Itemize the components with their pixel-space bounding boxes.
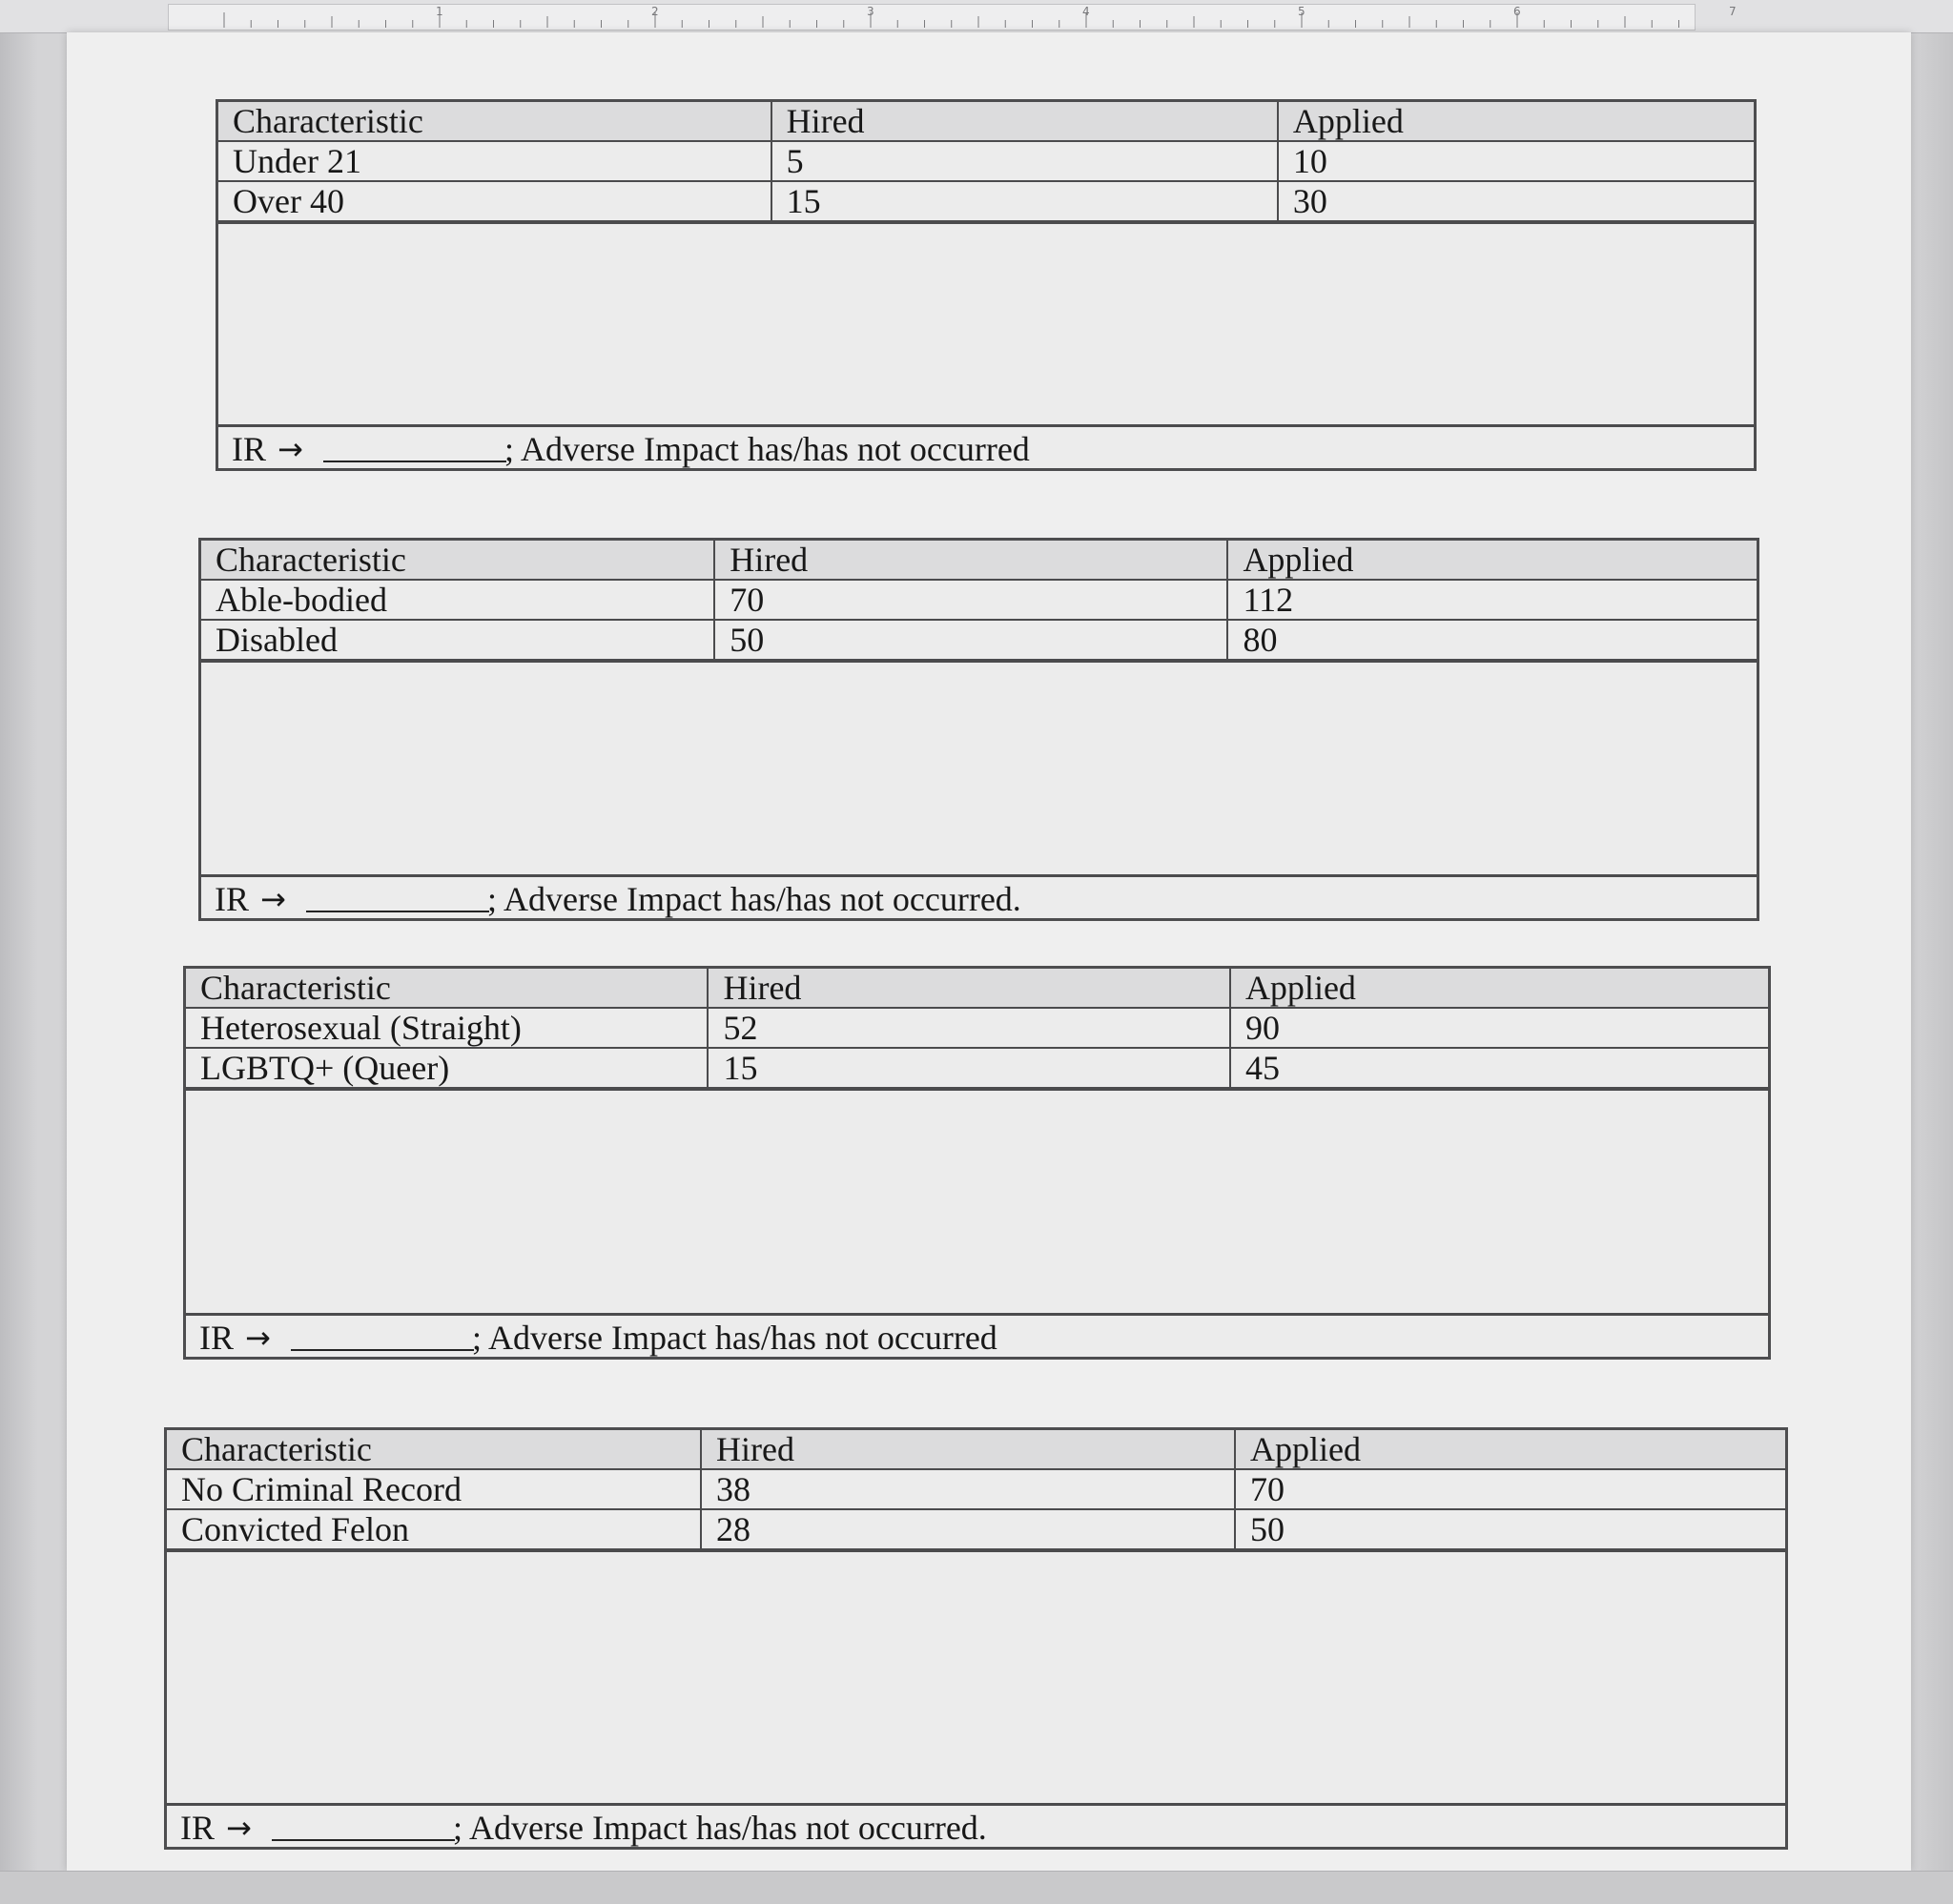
cell-hired: 70 bbox=[714, 580, 1227, 620]
adverse-impact-table-orientation bbox=[183, 966, 1771, 1360]
right-arrow-icon: → bbox=[245, 1320, 271, 1356]
table-header-row bbox=[186, 969, 1768, 1008]
ruler-number: 7 bbox=[1729, 5, 1737, 18]
right-arrow-icon: → bbox=[278, 431, 303, 467]
horizontal-ruler[interactable] bbox=[0, 0, 1953, 33]
ir-row bbox=[201, 874, 1757, 918]
cell-applied: 45 bbox=[1230, 1048, 1768, 1088]
header-applied: Applied bbox=[1230, 969, 1768, 1008]
right-arrow-icon: → bbox=[260, 881, 286, 917]
cell-applied: 112 bbox=[1227, 580, 1757, 620]
ir-row bbox=[186, 1313, 1768, 1357]
table-header-row bbox=[201, 541, 1757, 580]
header-hired: Hired bbox=[714, 541, 1227, 580]
table-header-row bbox=[167, 1430, 1785, 1469]
ruler-number: 3 bbox=[867, 5, 874, 18]
ir-text: ; Adverse Impact has/has not occurred. bbox=[487, 880, 1021, 918]
cell-characteristic: Able-bodied bbox=[201, 580, 714, 620]
table-row bbox=[186, 1048, 1768, 1088]
table-row bbox=[218, 181, 1754, 221]
ir-answer-blank[interactable] bbox=[323, 461, 506, 462]
cell-characteristic: Convicted Felon bbox=[167, 1509, 701, 1549]
cell-applied: 80 bbox=[1227, 620, 1757, 660]
table-row bbox=[167, 1469, 1785, 1509]
header-characteristic: Characteristic bbox=[201, 541, 714, 580]
cell-characteristic: Over 40 bbox=[218, 181, 771, 221]
table-header-row bbox=[218, 102, 1754, 141]
ruler-number: 1 bbox=[436, 5, 443, 18]
ruler-track[interactable] bbox=[168, 4, 1737, 31]
table-row bbox=[186, 1008, 1768, 1048]
ruler-ticks bbox=[169, 5, 1737, 30]
ir-answer-blank[interactable] bbox=[272, 1839, 455, 1841]
cell-hired: 50 bbox=[714, 620, 1227, 660]
cell-characteristic: Heterosexual (Straight) bbox=[186, 1008, 708, 1048]
ir-label: IR bbox=[199, 1319, 234, 1357]
ir-row bbox=[218, 424, 1754, 468]
ir-text: ; Adverse Impact has/has not occurred bbox=[504, 430, 1030, 468]
header-hired: Hired bbox=[708, 969, 1229, 1008]
cell-hired: 38 bbox=[701, 1469, 1235, 1509]
header-characteristic: Characteristic bbox=[218, 102, 771, 141]
hiring-table bbox=[201, 541, 1757, 661]
cell-characteristic: No Criminal Record bbox=[167, 1469, 701, 1509]
work-area[interactable] bbox=[218, 222, 1754, 431]
ir-text: ; Adverse Impact has/has not occurred. bbox=[453, 1809, 987, 1847]
cell-applied: 30 bbox=[1278, 181, 1754, 221]
ir-label: IR bbox=[180, 1809, 215, 1847]
header-characteristic: Characteristic bbox=[167, 1430, 701, 1469]
table-row bbox=[201, 620, 1757, 660]
adverse-impact-table-criminal-record bbox=[164, 1427, 1788, 1850]
ir-label: IR bbox=[232, 430, 266, 468]
ir-answer-blank[interactable] bbox=[306, 911, 489, 912]
cell-applied: 10 bbox=[1278, 141, 1754, 181]
header-characteristic: Characteristic bbox=[186, 969, 708, 1008]
hiring-table bbox=[167, 1430, 1785, 1550]
cell-characteristic: Disabled bbox=[201, 620, 714, 660]
header-applied: Applied bbox=[1235, 1430, 1785, 1469]
header-applied: Applied bbox=[1227, 541, 1757, 580]
header-hired: Hired bbox=[701, 1430, 1235, 1469]
table-row bbox=[218, 141, 1754, 181]
ir-text: ; Adverse Impact has/has not occurred bbox=[472, 1319, 997, 1357]
table-row bbox=[167, 1509, 1785, 1549]
work-area[interactable] bbox=[186, 1089, 1768, 1315]
ruler-number: 4 bbox=[1082, 5, 1090, 18]
ir-row bbox=[167, 1803, 1785, 1847]
cell-characteristic: Under 21 bbox=[218, 141, 771, 181]
hiring-table bbox=[186, 969, 1768, 1089]
cell-hired: 52 bbox=[708, 1008, 1229, 1048]
work-area[interactable] bbox=[201, 661, 1757, 877]
right-arrow-icon: → bbox=[226, 1810, 252, 1846]
cell-hired: 15 bbox=[708, 1048, 1229, 1088]
header-applied: Applied bbox=[1278, 102, 1754, 141]
cell-applied: 50 bbox=[1235, 1509, 1785, 1549]
ir-label: IR bbox=[215, 880, 249, 918]
ir-answer-blank[interactable] bbox=[291, 1349, 474, 1351]
adverse-impact-table-age bbox=[216, 99, 1757, 471]
adverse-impact-table-disability bbox=[198, 538, 1759, 921]
ruler-number: 6 bbox=[1513, 5, 1521, 18]
hiring-table bbox=[218, 102, 1754, 222]
table-row bbox=[201, 580, 1757, 620]
cell-characteristic: LGBTQ+ (Queer) bbox=[186, 1048, 708, 1088]
ruler-number: 5 bbox=[1298, 5, 1305, 18]
cell-applied: 90 bbox=[1230, 1008, 1768, 1048]
cell-hired: 15 bbox=[771, 181, 1278, 221]
status-bar bbox=[0, 1871, 1953, 1904]
cell-applied: 70 bbox=[1235, 1469, 1785, 1509]
work-area[interactable] bbox=[167, 1550, 1785, 1804]
ruler-number: 2 bbox=[651, 5, 659, 18]
cell-hired: 28 bbox=[701, 1509, 1235, 1549]
header-hired: Hired bbox=[771, 102, 1278, 141]
cell-hired: 5 bbox=[771, 141, 1278, 181]
